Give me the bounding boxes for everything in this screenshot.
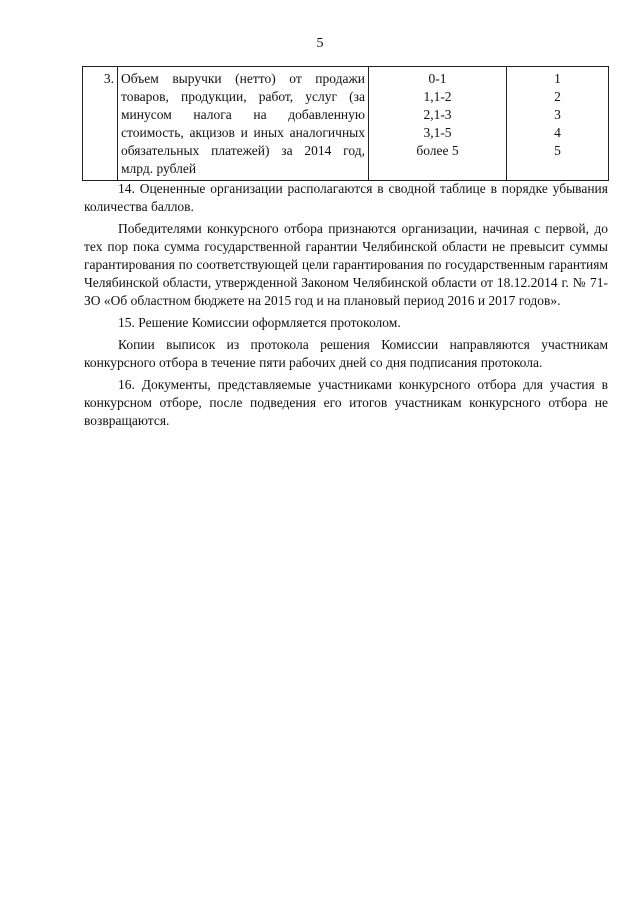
description-line: товаров, продукции, работ, услуг (за xyxy=(121,89,365,104)
score-value: 4 xyxy=(554,125,561,140)
range-cell xyxy=(369,67,507,181)
description-line: минусом налога на добавленную xyxy=(121,107,365,122)
table-row xyxy=(83,67,609,181)
paragraph-15: 15. Решение Комиссии оформляется протоколом. xyxy=(118,315,401,330)
description-line: аналогичных обязательных xyxy=(121,125,365,158)
criteria-table xyxy=(82,66,609,181)
range-value: 3,1-5 xyxy=(423,125,452,140)
score-cell xyxy=(507,67,609,181)
range-value: более 5 xyxy=(416,143,459,158)
document-body xyxy=(84,180,608,434)
paragraph-16: 16. Документы, представляемые участниками конкурсного отбора для участия в конкурсном отборе, после подведения его итогов участникам конкурсного отбора не возвращаются. xyxy=(84,377,608,428)
description-line: стоимость, акцизов и иных xyxy=(121,125,284,140)
score-value: 5 xyxy=(554,143,561,158)
score-value: 1 xyxy=(554,71,561,86)
range-value: 1,1-2 xyxy=(423,89,452,104)
description-line: Объем выручки (нетто) от продажи xyxy=(121,71,365,86)
description-line: платежей) за 2014 год, млрд. рублей xyxy=(121,143,365,176)
range-value: 2,1-3 xyxy=(423,107,452,122)
description-cell xyxy=(118,67,369,181)
range-value: 0-1 xyxy=(428,71,447,86)
row-number-cell: 3. xyxy=(83,67,118,181)
score-value: 3 xyxy=(554,107,561,122)
paragraph-copies: Копии выписок из протокола решения Комиссии направляются участникам конкурсного отбора в течение пяти рабочих дней со дня подписания протокола. xyxy=(84,337,608,370)
score-value: 2 xyxy=(554,89,561,104)
paragraph-14: 14. Оцененные организации располагаются в сводной таблице в порядке убывания количества баллов. xyxy=(84,181,608,214)
paragraph-winners: Победителями конкурсного отбора признаются организации, начиная с первой, до тех пор пока сумма государственной гарантии Челябинской области не превысит суммы гарантирования по соответствующей цели гарантирования по государственным гарантиям Челябинской области, утвержденной Законом Челябинской области от 18.12.2014 г. № 71-ЗО «Об областном бюджете на 2015 год и на плановый период 2016 и 2017 годов». xyxy=(84,221,608,308)
page-number: 5 xyxy=(316,36,324,51)
